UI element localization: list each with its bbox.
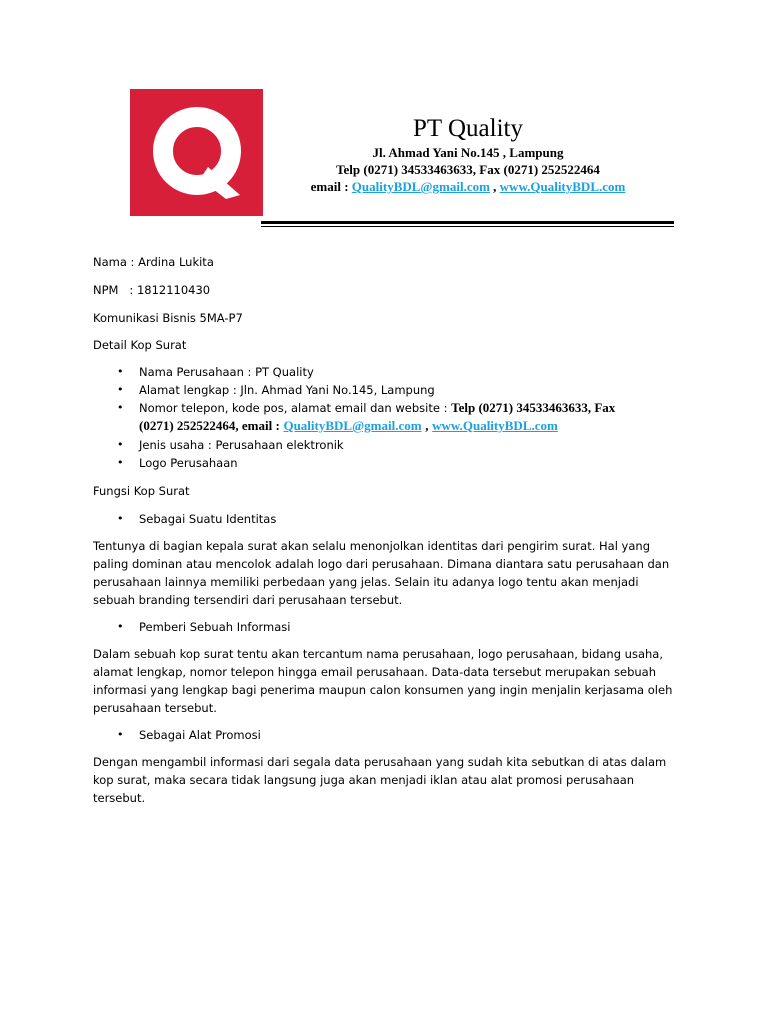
- detail-item-business: Jenis usaha : Perusahaan elektronik: [139, 438, 344, 452]
- bullet-icon: •: [117, 728, 124, 741]
- detail-website-link[interactable]: www.QualityBDL.com: [432, 418, 558, 433]
- contact-phone-a: Telp (0271) 34533463633, Fax: [451, 400, 616, 415]
- detail-item-address: Alamat lengkap : Jln. Ahmad Yani No.145, Lampung: [139, 383, 435, 397]
- company-name: PT Quality: [413, 115, 523, 142]
- detail-item-company: Nama Perusahaan : PT Quality: [139, 365, 314, 379]
- detail-item-contact-line1: [139, 399, 615, 417]
- section-title-informasi: Pemberi Sebuah Informasi: [139, 620, 291, 634]
- company-logo: [130, 89, 263, 216]
- email-label: email :: [310, 179, 349, 194]
- detail-item-logo: Logo Perusahaan: [139, 456, 238, 470]
- company-phone: Telp (0271) 34533463633, Fax (0271) 252522464: [336, 162, 600, 177]
- detail-email-link[interactable]: QualityBDL@gmail.com: [283, 418, 422, 433]
- paragraph-line: Dalam sebuah kop surat tentu akan tercantum nama perusahaan, logo perusahaan, bidang usaha,: [93, 647, 663, 661]
- bullet-icon: •: [117, 456, 124, 469]
- section-title-promosi: Sebagai Alat Promosi: [139, 728, 261, 742]
- detail-heading: Detail Kop Surat: [93, 338, 187, 352]
- paragraph-line: paling dominan atau mencolok adalah logo dari perusahaan. Dimana diantara satu perusahaan dan: [93, 557, 670, 571]
- paragraph-line: sebuah branding tersendiri dari perusahaan tersebut.: [93, 593, 403, 607]
- website-link[interactable]: www.QualityBDL.com: [499, 179, 626, 194]
- email-link[interactable]: QualityBDL@gmail.com: [351, 179, 490, 194]
- paragraph-line: kop surat, maka secara tidak langsung juga akan menjadi iklan atau alat promosi perusahaan: [93, 773, 635, 787]
- student-class: Komunikasi Bisnis 5MA-P7: [93, 311, 243, 325]
- q-logo-icon: [130, 89, 263, 216]
- company-address: Jl. Ahmad Yani No.145 , Lampung: [372, 145, 564, 160]
- contact-separator: ,: [493, 179, 497, 194]
- contact-prefix: Nomor telepon, kode pos, alamat email dan website :: [139, 401, 448, 415]
- detail-item-contact-line2: [139, 417, 558, 435]
- paragraph-line: perusahaan lainnya memiliki perbedaan yang jelas. Selain itu adanya logo tentu akan menjadi: [93, 575, 639, 589]
- company-contact: [270, 179, 666, 195]
- paragraph-line: informasi yang lengkap bagi penerima maupun calon konsumen yang ingin menjalin kerjasama oleh: [93, 683, 673, 697]
- detail-contact-separator: ,: [425, 418, 429, 433]
- paragraph-line: Tentunya di bagian kepala surat akan selalu menonjolkan identitas dari pengirim surat. Hal yang: [93, 539, 651, 553]
- section-title-identitas: Sebagai Suatu Identitas: [139, 512, 277, 526]
- bullet-icon: •: [117, 512, 124, 525]
- bullet-icon: •: [117, 383, 124, 396]
- paragraph-line: tersebut.: [93, 791, 146, 805]
- bullet-icon: •: [117, 365, 124, 378]
- fungsi-heading: Fungsi Kop Surat: [93, 484, 190, 498]
- bullet-icon: •: [117, 401, 124, 414]
- bullet-icon: •: [117, 620, 124, 633]
- student-npm: NPM : 1812110430: [93, 283, 211, 297]
- header-divider-thin: [261, 226, 674, 227]
- student-name: Nama : Ardina Lukita: [93, 255, 214, 269]
- paragraph-line: perusahaan tersebut.: [93, 701, 217, 715]
- contact-phone-b: (0271) 252522464, email :: [139, 418, 280, 433]
- paragraph-line: Dengan mengambil informasi dari segala data perusahaan yang sudah kita sebutkan di atas dalam: [93, 755, 667, 769]
- bullet-icon: •: [117, 438, 124, 451]
- header-divider-thick: [261, 221, 674, 224]
- paragraph-line: alamat lengkap, nomor telepon hingga email perusahaan. Data-data tersebut merupakan sebuah: [93, 665, 656, 679]
